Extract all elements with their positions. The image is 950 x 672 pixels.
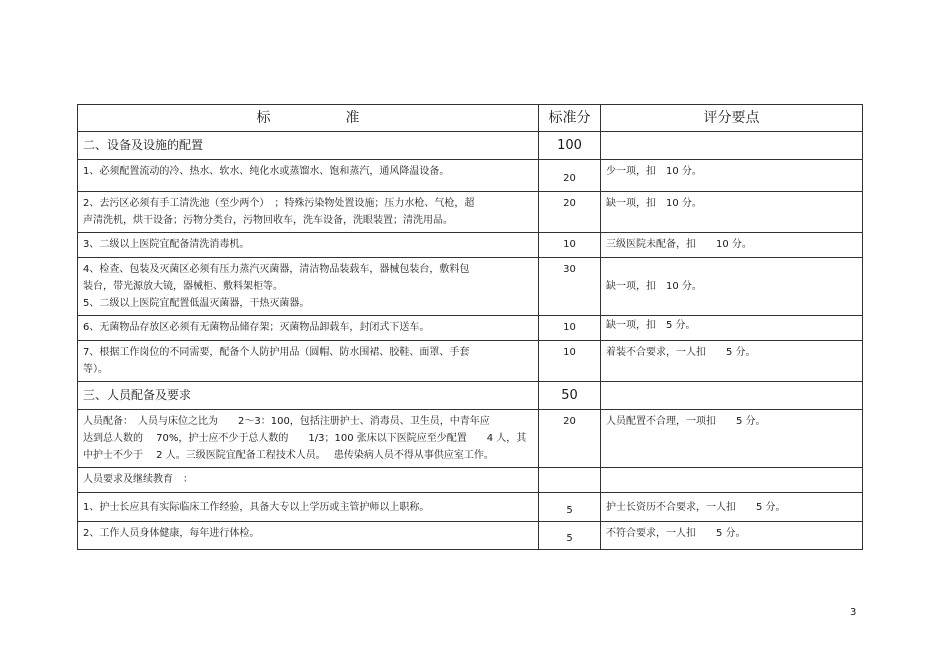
header-standard-char-2: 准 — [345, 109, 360, 126]
section-title: 二、设备及设施的配置 — [78, 132, 539, 160]
standard-line: 达到总人数的 70%，护士应不少于总人数的 1/3；100 张床以下医院应至少配置 4 人，其 — [83, 433, 527, 444]
standard-cell — [78, 316, 539, 341]
score-value: 5 — [566, 505, 573, 516]
score-value: 20 — [563, 173, 576, 184]
section-title: 三、人员配备及要求 — [78, 382, 539, 410]
score-value: 20 — [563, 416, 576, 427]
note-text: 缺一项，扣 10 分。 — [606, 281, 702, 292]
note-cell: 三级医院未配备，扣 10 分。 — [601, 233, 863, 258]
standard-cell — [78, 468, 539, 493]
note-cell — [601, 258, 863, 316]
score-cell — [539, 522, 601, 550]
standard-line: 1、护士长应具有实际临床工作经验，具备大专以上学历或主管护师以上职称。 — [83, 501, 430, 513]
table-row — [78, 192, 863, 233]
standard-line: 等）。 — [83, 364, 108, 375]
table-row — [78, 468, 863, 493]
section-row-equipment — [78, 132, 863, 160]
note-cell — [601, 468, 863, 493]
standard-line: 3、二级以上医院宜配备清洗消毒机。 — [83, 239, 250, 250]
section-row-staffing — [78, 382, 863, 410]
score-cell — [539, 493, 601, 522]
header-standard — [78, 105, 539, 132]
note-cell: 人员配置不合理，一项扣 5 分。 — [601, 410, 863, 468]
score-value: 10 — [563, 322, 576, 333]
standard-cell — [78, 493, 539, 522]
standard-cell — [78, 258, 539, 316]
standard-cell — [78, 522, 539, 550]
score-cell — [539, 410, 601, 468]
header-scoring-points: 评分要点 — [601, 105, 863, 132]
header-standard-score: 标准分 — [539, 105, 601, 132]
table-row — [78, 316, 863, 341]
note-cell: 不符合要求，一人扣 5 分。 — [601, 522, 863, 550]
standard-line: 1、必须配置流动的冷、热水、软水、纯化水或蒸馏水、饱和蒸汽，通风降温设备。 — [83, 166, 450, 177]
standard-line: 人员配备： 人员与床位之比为 2～3：100，包括注册护士、消毒员、卫生员，中青年应 — [83, 416, 490, 427]
standard-line: 2、工作人员身体健康，每年进行体检。 — [83, 528, 260, 539]
note-cell: 缺一项，扣 5 分。 — [601, 316, 863, 341]
score-value: 5 — [566, 533, 573, 544]
table-row — [78, 410, 863, 468]
standard-line: 装台，带光源放大镜，器械柜、敷料架柜等。 — [83, 281, 283, 292]
score-value: 30 — [563, 264, 576, 275]
note-cell: 护士长资历不合要求，一人扣 5 分。 — [601, 493, 863, 522]
standard-line: 5、二级以上医院宜配置低温灭菌器，干热灭菌器。 — [83, 298, 310, 309]
score-cell — [539, 316, 601, 341]
standard-cell — [78, 233, 539, 258]
score-cell — [539, 258, 601, 316]
table-row — [78, 493, 863, 522]
header-standard-char-1: 标 — [256, 109, 271, 126]
table-row — [78, 258, 863, 316]
table-row — [78, 341, 863, 382]
standard-cell — [78, 341, 539, 382]
standard-cell — [78, 192, 539, 233]
standard-line: 声清洗机，烘干设备；污物分类台，污物回收车，洗车设备，洗眼装置；清洗用品。 — [83, 215, 453, 226]
score-cell — [539, 192, 601, 233]
standard-line: 6、无菌物品存放区必须有无菌物品储存架；灭菌物品卸载车，封闭式下送车。 — [83, 322, 430, 333]
score-cell — [539, 160, 601, 192]
score-cell — [539, 468, 601, 493]
score-value: 10 — [563, 239, 576, 250]
section-score: 100 — [539, 132, 601, 160]
standard-cell — [78, 160, 539, 192]
evaluation-table — [77, 104, 863, 550]
table-row — [78, 522, 863, 550]
table-row — [78, 160, 863, 192]
standard-line: 2、去污区必须有手工清洗池（至少两个） ；特殊污染物处置设施；压力水枪、气枪，超 — [83, 198, 475, 209]
standard-cell — [78, 410, 539, 468]
score-cell — [539, 341, 601, 382]
standard-line: 7、根据工作岗位的不同需要，配备个人防护用品（圆帽、防水围裙、胶鞋、面罩、手套 — [83, 347, 470, 358]
score-cell — [539, 233, 601, 258]
section-score: 50 — [539, 382, 601, 410]
note-cell: 缺一项，扣 10 分。 — [601, 192, 863, 233]
table-row — [78, 233, 863, 258]
standard-line: 4、检查、包装及灭菌区必须有压力蒸汽灭菌器，清洁物品装载车，器械包装台，敷料包 — [83, 264, 470, 275]
section-note — [601, 132, 863, 160]
score-value: 20 — [563, 198, 576, 209]
note-cell: 少一项，扣 10 分。 — [601, 160, 863, 192]
standard-line: 人员要求及继续教育 ： — [83, 474, 193, 485]
section-note — [601, 382, 863, 410]
score-value: 10 — [563, 347, 576, 358]
table-header-row — [78, 105, 863, 132]
note-cell: 着装不合要求，一人扣 5 分。 — [601, 341, 863, 382]
standard-line: 中护士不少于 2 人。三级医院宜配备工程技术人员。 患传染病人员不得从事供应室工作。 — [83, 450, 494, 461]
page-number: 3 — [850, 607, 857, 618]
